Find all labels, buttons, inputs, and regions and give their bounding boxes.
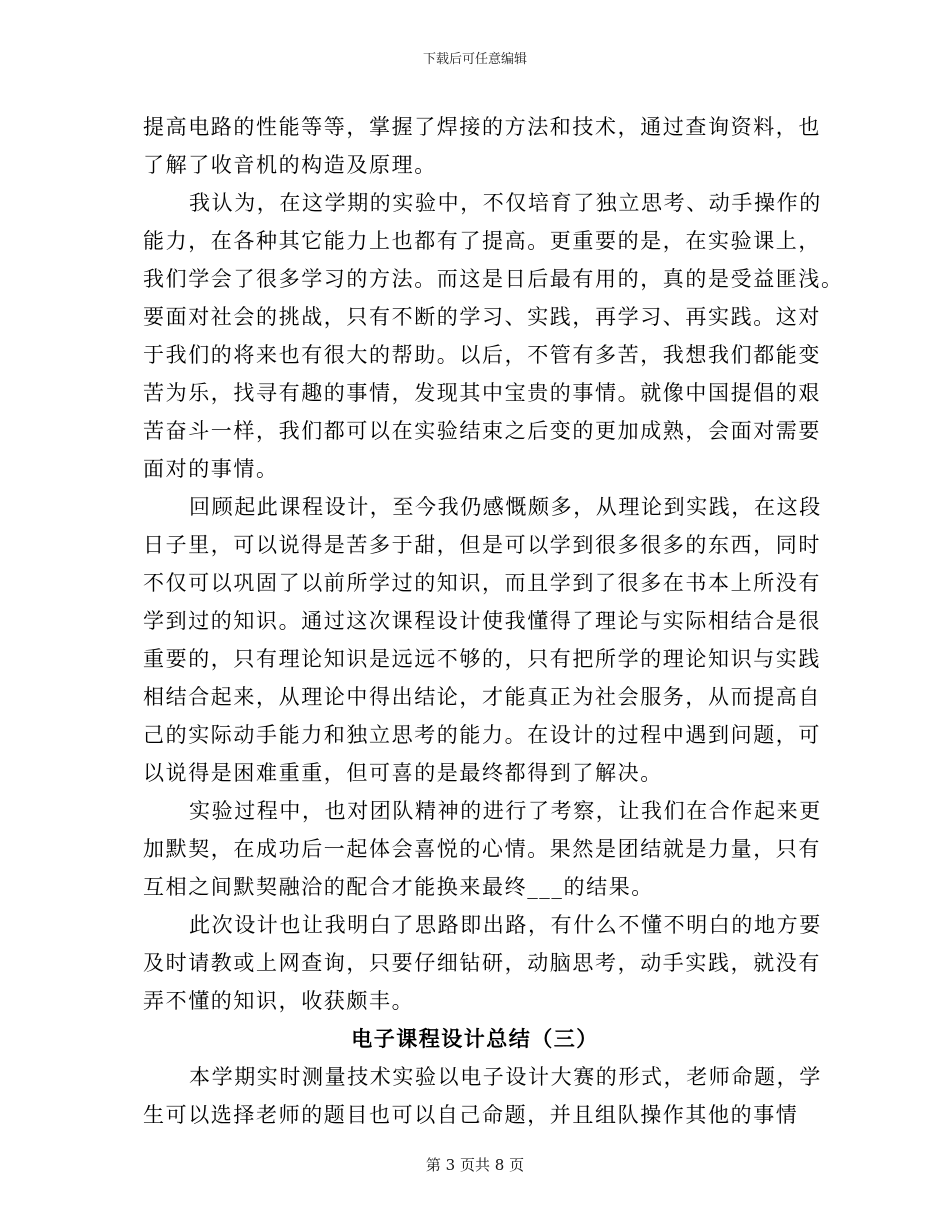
- text-line: 提高电路的性能等等，掌握了焊接的方法和技术，通过查询资料，也: [143, 115, 821, 139]
- text-line: 以说得是困难重重，但可喜的是最终都得到了解决。: [143, 761, 663, 785]
- paragraph-block: [143, 1058, 822, 1134]
- text-line: 互相之间默契融洽的配合才能换来最终___的结果。: [143, 875, 654, 899]
- text-line: 于我们的将来也有很大的帮助。以后，不管有多苦，我想我们都能变: [143, 343, 821, 367]
- text-line: 加默契，在成功后一起体会喜悦的心情。果然是团结就是力量，只有: [143, 837, 821, 861]
- text-line: 己的实际动手能力和独立思考的能力。在设计的过程中遇到问题，可: [143, 723, 821, 747]
- text-line: 我们学会了很多学习的方法。而这是日后最有用的，真的是受益匪浅。: [143, 267, 844, 291]
- text-line: 要面对社会的挑战，只有不断的学习、实践，再学习、再实践。这对: [143, 305, 821, 329]
- document-body: [143, 108, 844, 1134]
- text-line: 相结合起来，从理论中得出结论，才能真正为社会服务，从而提高自: [143, 685, 821, 709]
- text-line: 实验过程中，也对团队精神的进行了考察，让我们在合作起来更: [189, 799, 822, 823]
- text-line: 面对的事情。: [143, 457, 279, 481]
- text-line: 我认为，在这学期的实验中，不仅培育了独立思考、动手操作的: [189, 191, 822, 215]
- text-line: 不仅可以巩固了以前所学过的知识，而且学到了很多在书本上所没有: [143, 571, 821, 595]
- text-line: 了解了收音机的构造及原理。: [143, 153, 437, 177]
- text-line: 生可以选择老师的题目也可以自己命题，并且组队操作其他的事情: [143, 1103, 799, 1127]
- page-number-footer: 第 3 页共 8 页: [425, 1156, 525, 1174]
- text-line: 苦奋斗一样，我们都可以在实验结束之后变的更加成熟，会面对需要: [143, 419, 821, 443]
- text-line: 学到过的知识。通过这次课程设计使我懂得了理论与实际相结合是很: [143, 609, 821, 633]
- text-line: 弄不懂的知识，收获颇丰。: [143, 989, 415, 1013]
- text-line: 本学期实时测量技术实验以电子设计大赛的形式，老师命题，学: [189, 1065, 822, 1089]
- text-line: 日子里，可以说得是苦多于甜，但是可以学到很多很多的东西，同时: [143, 533, 821, 557]
- section-heading: 电子课程设计总结（三）: [351, 1026, 599, 1051]
- paragraph-block: [143, 108, 844, 1020]
- text-line: 重要的，只有理论知识是远远不够的，只有把所学的理论知识与实践: [143, 647, 821, 671]
- text-line: 回顾起此课程设计，至今我仍感慨颇多，从理论到实践，在这段: [189, 495, 822, 519]
- text-line: 苦为乐，找寻有趣的事情，发现其中宝贵的事情。就像中国提倡的艰: [143, 381, 821, 405]
- text-line: 能力，在各种其它能力上也都有了提高。更重要的是，在实验课上，: [143, 229, 821, 253]
- text-line: 及时请教或上网查询，只要仔细钻研，动脑思考，动手实践，就没有: [143, 951, 821, 975]
- text-line: 此次设计也让我明白了思路即出路，有什么不懂不明白的地方要: [189, 913, 822, 937]
- page-header: 下载后可任意编辑: [422, 52, 527, 67]
